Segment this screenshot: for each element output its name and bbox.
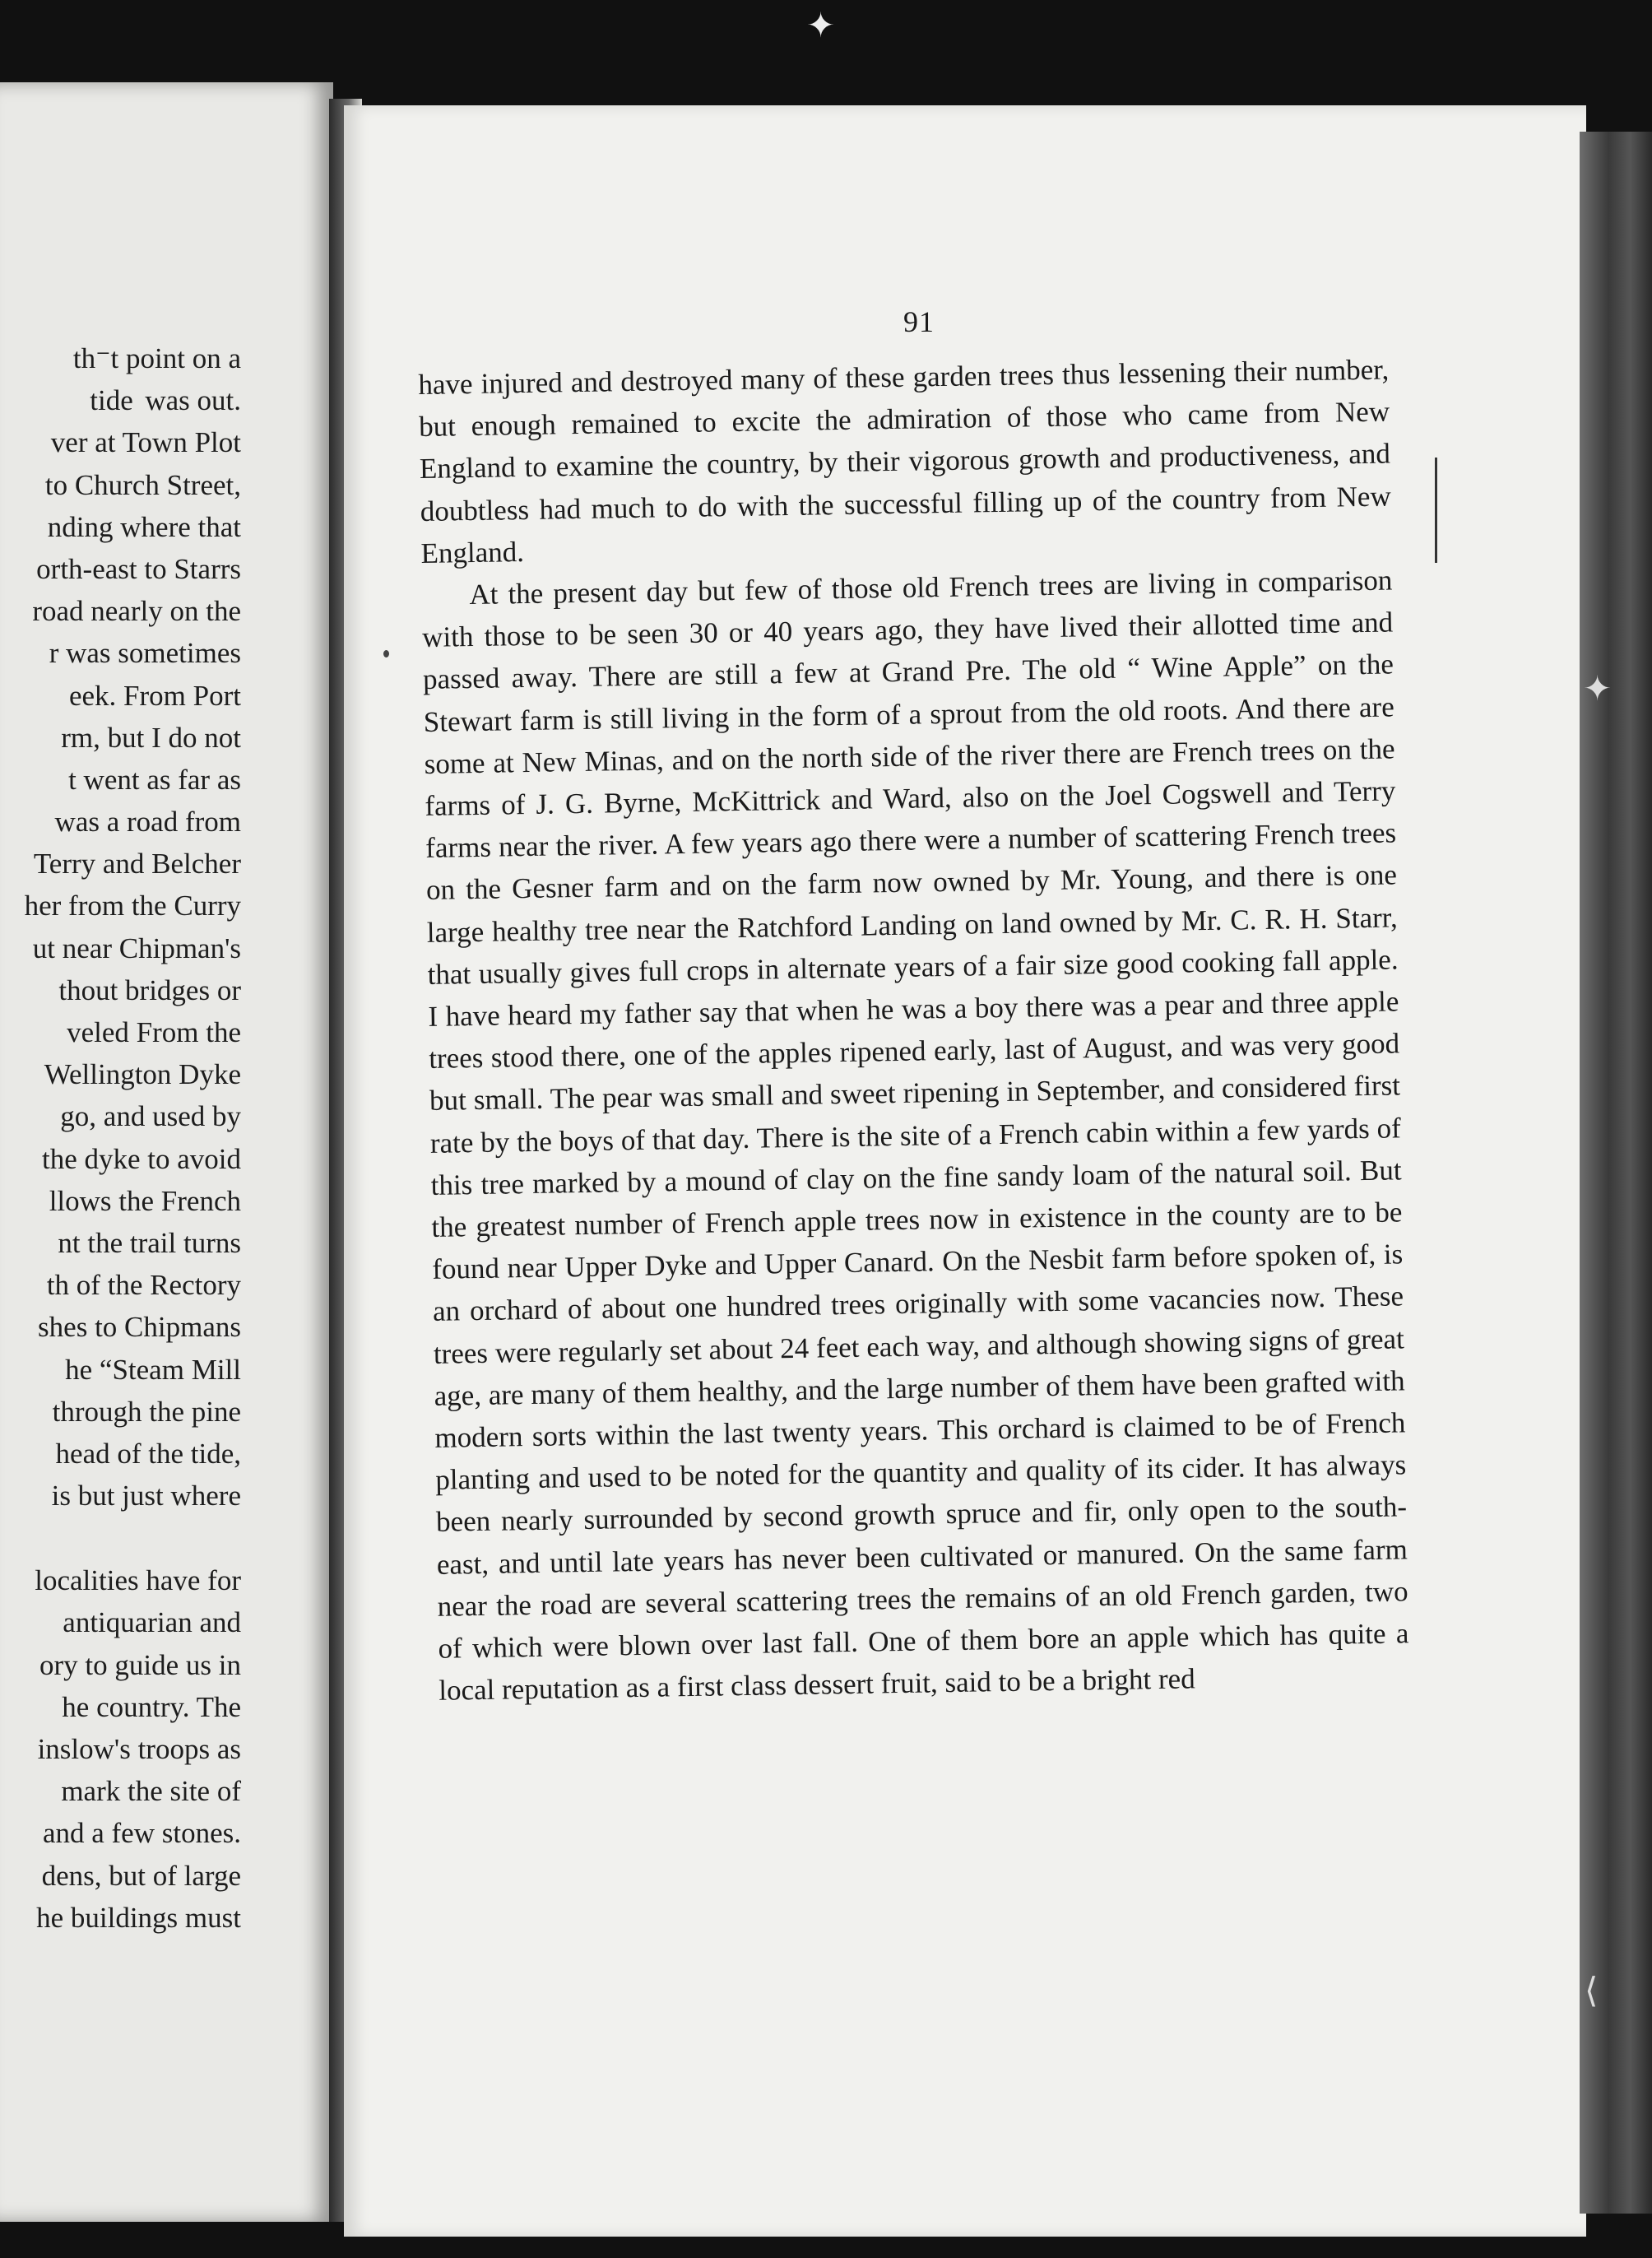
margin-line-mark [1435,458,1437,563]
left-page-line: to Church Street, [44,468,241,501]
left-page-line: he “Steam Mill [65,1353,241,1386]
edge-blot-mark: ✦ [1583,671,1613,709]
left-page-line: her from the Curry [24,890,241,922]
left-page-line: road nearly on the [32,595,241,628]
left-page-line: he buildings must [36,1901,241,1934]
margin-dot-mark [383,650,389,657]
left-page-line: localities have for [35,1564,241,1597]
film-blot-mark: ✦ [806,7,836,45]
left-page-line: was a road from [54,806,241,839]
left-page-line: shes to Chipmans [38,1311,241,1344]
left-page-line: t went as far as [68,763,241,796]
page-number: 91 [903,305,935,338]
left-page-line: nt the trail turns [58,1226,241,1259]
left-page-line [0,1517,241,1559]
left-page-line: ver at Town Plot [50,426,241,459]
left-page-line: Terry and Belcher [33,848,241,880]
left-page-line: dens, but of large [41,1859,241,1892]
left-page-text [0,337,241,1939]
left-facing-page [0,82,333,2222]
left-page-line: the dyke to avoid [41,1142,241,1175]
edge-bracket-mark: ⟨ [1585,1972,1599,2010]
left-page-line: veled From the [67,1016,241,1048]
left-page-line: thout bridges or [58,973,241,1006]
paragraph-1: have injured and destroyed many of these garden trees thus lessening their number, but enough remained to excite the admiration of those who came from New England to examine the country, by their vigorous growth and productiveness, and doubtless had much to do with the successful filling up of the country from New England. [418,353,1391,569]
left-page-line: rm, but I do not [61,721,241,754]
left-page-line: r was sometimes [49,637,241,670]
left-page-line: nding where that [47,510,241,543]
left-page-line: tide was out. [90,384,241,417]
left-page-line: Wellington Dyke [44,1058,241,1091]
left-page-line: through the pine [52,1395,241,1428]
left-page-line: ory to guide us in [39,1648,241,1681]
left-page-line: and a few stones. [42,1817,241,1850]
left-page-line: he country. The [62,1690,241,1723]
left-page-line: is but just where [51,1480,241,1512]
left-page-line: mark the site of [61,1775,241,1808]
left-page-line: go, and used by [60,1100,241,1133]
left-page-line: inslow's troops as [37,1733,241,1765]
paragraph-2: At the present day but few of those old French trees are living in comparison with those to be seen 30 or 40 years ago, they have lived their allotted time and passed away. There are still a few at Grand Pre. The old “ Wine Apple” on the Stewart farm is still living in the form of a sprout from the old roots. And there are some at New Minas, and on the north side of the river there are French trees on the farms of J. G. Byrne, McKittrick and Ward, also on the Joel Cogswell and Terry farms near the river. A few years ago there were a number of scattering French trees on the Gesner farm and on the farm now owned by Mr. Young, and there is one large healthy tree near the Ratchford Landing on land owned by Mr. C. R. H. Starr, that usually gives full crops in alternate years of a fair size good cooking fall apple. I have heard my father say that when he was a boy there was a pear and three apple trees stood there, one of the apples ripened early, last of August, and was very good but small. The pear was small and sweet ripening in September, and considered first rate by the boys of that day. There is the site of a French cabin within a few yards of this tree marked by a mound of clay on the fine sandy loam of the natural soil. But the greatest number of French apple trees now in existence in the county are to be found near Upper Dyke and Upper Canard. On the Nesbit farm before spoken of, is an orchard of about one hundred trees originally with some vacancies now. These trees were regularly set about 24 feet each way, and although showing signs of great age, are many of them healthy, and the large number of them have been grafted with modern sorts within the last twenty years. This orchard is claimed to be of French planting and used to be noted for the quantity and quality of its cider. It has always been nearly surrounded by second growth spruce and fir, only open to the south-east, and until late years has never been cultivated or manured. On the same farm near the road are several scattering trees the remains of an old French garden, two of which were blown over last fall. One of them bore an apple which has quite a local reputation as a first class dessert fruit, said to be a bright red [421,564,1409,1707]
left-page-line: orth-east to Starrs [36,552,241,585]
left-page-line: eek. From Port [68,679,241,712]
left-page-line: llows the French [49,1184,241,1217]
left-page-line: ut near Chipman's [32,932,241,964]
left-page-line: th of the Rectory [46,1269,241,1302]
left-page-line: head of the tide, [55,1437,241,1470]
left-page-line: antiquarian and [63,1606,241,1639]
left-page-line: th⁻t point on a [72,342,241,374]
page-body-text [418,348,1410,1712]
page-edge [1580,132,1652,2214]
